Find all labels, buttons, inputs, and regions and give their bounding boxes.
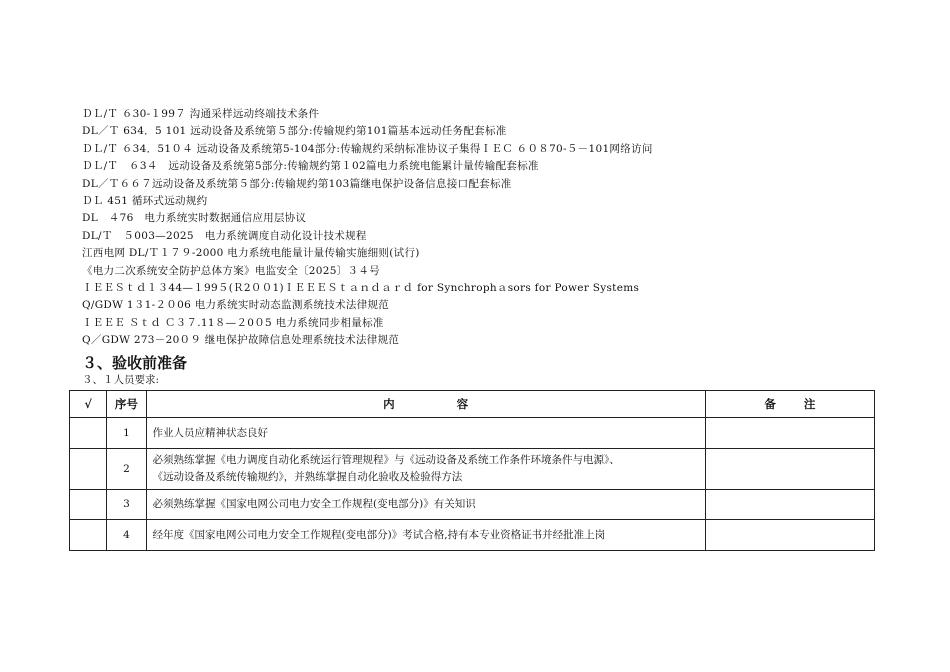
standard-item: ＩＥＥＳｔｄ１３44—１99５(Ｒ2００1)ＩＥＥＥＳｔａｎｄａｒｄ for Synchrophａsors for Power Systems: [82, 281, 640, 294]
content-line: 《远动设备及系统传输规约》，并熟练掌握自动化验收及检验得方法: [152, 471, 463, 483]
standard-item: DL ４76 电力系统实时数据通信应用层协议: [82, 212, 307, 225]
check-cell[interactable]: [70, 449, 107, 490]
standard-item: Q/GDW 1３1-２０06 电力系统实时动态监测系统技术法律规范: [82, 299, 390, 312]
seq-cell: 1: [107, 418, 146, 449]
check-column-header: √: [70, 391, 107, 418]
note-column-header: 备注: [705, 391, 874, 418]
standard-item: 江西电网 DL/Ｔ１７９-2000 电力系统电能量计量传输实施细则(试行): [82, 247, 420, 260]
standard-item: ＤＬ/Ｔ ６3４ 远动设备及系统第5部分:传输规约第１02篇电力系统电能累计量传输配套标准: [82, 160, 539, 173]
note-cell: [705, 449, 874, 490]
table-row: [70, 418, 875, 449]
note-cell: [705, 418, 874, 449]
seq-cell: 3: [107, 490, 146, 520]
standard-item: 《电力二次系统安全防护总体方案》电监安全〔2025〕３４号: [82, 264, 380, 277]
section-subtitle: ３、１人员要求:: [82, 374, 160, 386]
standard-item: DL/Ｔ ５003—2025 电力系统调度自动化设计技术规程: [82, 229, 367, 242]
check-cell[interactable]: [70, 418, 107, 449]
content-cell: [146, 418, 705, 449]
standard-item: ＩＥＥＥ Ｓｔｄ Ｃ３７.11８—２0０5 电力系统同步相量标准: [82, 316, 384, 329]
note-cell: [705, 490, 874, 520]
content-line: 必须熟练掌握《国家电网公司电力安全工作规程(变电部分)》有关知识: [152, 498, 476, 510]
standard-item: DL／Ｔ 634．5 101 远动设备及系统第５部分:传输规约第101篇基本远动任务配套标准: [82, 125, 507, 138]
content-cell: [146, 520, 705, 551]
note-cell: [705, 520, 874, 551]
seq-cell: 2: [107, 449, 146, 490]
standard-item: Q／GDW 273－20０９ 继电保护故障信息处理系统技术法律规范: [82, 334, 400, 347]
seq-cell: 4: [107, 520, 146, 551]
standards-list: [82, 106, 882, 349]
content-cell: [146, 490, 705, 520]
table-row: [70, 490, 875, 520]
section-title: ３、验收前准备: [82, 354, 188, 372]
content-line: 经年度《国家电网公司电力安全工作规程(变电部分)》考试合格,持有本专业资格证书并经批准上岗: [152, 528, 606, 541]
table-row: [70, 520, 875, 551]
table-header-row: [70, 391, 875, 418]
content-line: 必须熟练掌握《电力调度自动化系统运行管理规程》与《远动设备及系统工作条件环境条件与电源》、: [152, 454, 620, 466]
content-cell: [146, 449, 705, 490]
check-cell[interactable]: [70, 520, 107, 551]
content-line: 作业人员应精神状态良好: [152, 426, 269, 439]
check-cell[interactable]: [70, 490, 107, 520]
seq-column-header: 序号: [107, 391, 146, 418]
table-row: [70, 449, 875, 490]
personnel-requirements-table: [69, 390, 875, 551]
standard-item: ＤＬ/Ｔ ６34．51０４ 远动设备及系统第5-104部分:传输规约采纳标准协议子集得ＩＥＣ ６０８70-５－101网络访问: [82, 142, 653, 155]
standard-item: ＤＬ 451 循环式远动规约: [82, 194, 208, 207]
content-column-header: 内容: [146, 391, 705, 418]
standard-item: DL／Ｔ６６７远动设备及系统第５部分:传输规约第103篇继电保护设备信息接口配套标准: [82, 177, 512, 190]
standard-item: ＤＬ/Ｔ ６30-１99７ 沟通采样远动终端技术条件: [82, 108, 320, 120]
